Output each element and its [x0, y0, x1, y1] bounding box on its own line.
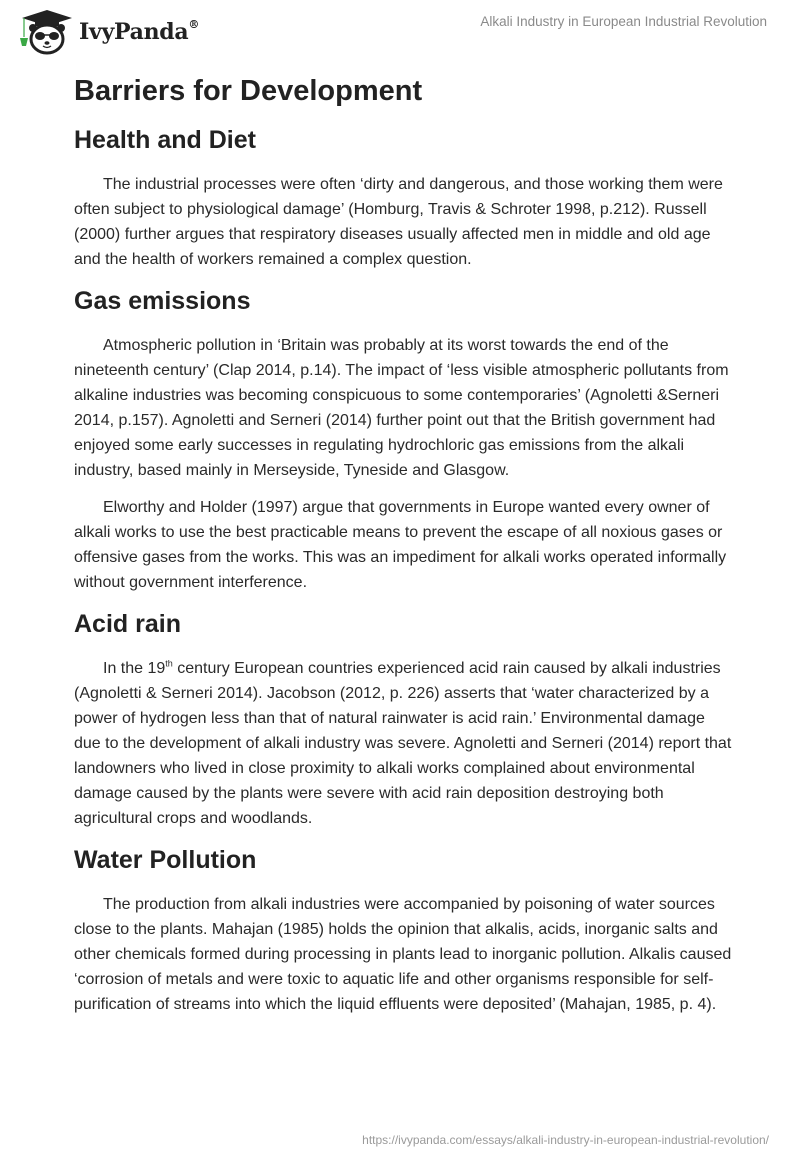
section-health-and-diet	[74, 122, 734, 272]
paragraph: Atmospheric pollution in ‘Britain was probably at its worst towards the end of the nineteenth century’ (Clap 2014, p.14). The impact of ‘less visible atmospheric pollutants from alkaline industries was becoming conspicuous to some contemporaries’ (Agnoletti &Serneri 2014, p.157). Agnoletti and Serneri (2014) further point out that the British government had enjoyed some early successes in regulating hydrochloric gas emissions from the alkali industry, based mainly in Merseyside, Tyneside and Glasgow.	[74, 337, 729, 479]
paragraph: The industrial processes were often ‘dirty and dangerous, and those working them were often subject to physiological damage’ (Homburg, Travis & Schroter 1998, p.212). Russell (2000) further argues that respiratory diseases usually affected men in middle and old age and the health of workers remained a complex question.	[74, 176, 723, 268]
section-heading: Acid rain	[74, 610, 181, 638]
article-title: Barriers for Development	[74, 75, 423, 107]
article-body	[74, 70, 734, 1017]
section-gas-emissions	[74, 283, 734, 595]
section-heading: Gas emissions	[74, 287, 251, 315]
page-header	[0, 0, 800, 60]
panda-graduate-icon	[17, 7, 77, 55]
section-heading: Health and Diet	[74, 126, 256, 154]
source-url[interactable]: https://ivypanda.com/essays/alkali-industry-in-european-industrial-revolution/	[362, 1133, 769, 1147]
section-acid-rain	[74, 606, 734, 831]
paragraph: The production from alkali industries were accompanied by poisoning of water sources close to the plants. Mahajan (1985) holds the opinion that alkalis, acids, inorganic salts and other chemicals formed during processing in plants lead to inorganic pollution. Alkalis caused ‘corrosion of metals and were toxic to aquatic life and other organisms responsible for self-purification of streams into which the liquid effluents were deposited’ (Mahajan, 1985, p. 4).	[74, 896, 732, 1013]
logo-wordmark: IvyPanda®	[79, 17, 200, 45]
paragraph: Elworthy and Holder (1997) argue that governments in Europe wanted every owner of alkali works to use the best practicable means to prevent the escape of all noxious gases or offensive gases from the works. This was an impediment for alkali works operated informally without government interference.	[74, 499, 727, 591]
ivypanda-logo[interactable]	[17, 7, 199, 55]
section-water-pollution	[74, 842, 734, 1017]
document-title: Alkali Industry in European Industrial Revolution	[480, 14, 767, 29]
paragraph: In the 19th century European countries experienced acid rain caused by alkali industries (Agnoletti & Serneri 2014). Jacobson (2012, p. 226) asserts that ‘water characterized by a power of hydrogen less than that of natural rainwater is acid rain.’ Environmental damage due to the development of alkali industry was severe. Agnoletti and Serneri (2014) report that landowners who lived in close proximity to alkali works complained about environmental damage caused by the plants were severe with acid rain deposition destroying both agricultural crops and woodlands.	[74, 658, 732, 827]
section-heading: Water Pollution	[74, 846, 257, 874]
